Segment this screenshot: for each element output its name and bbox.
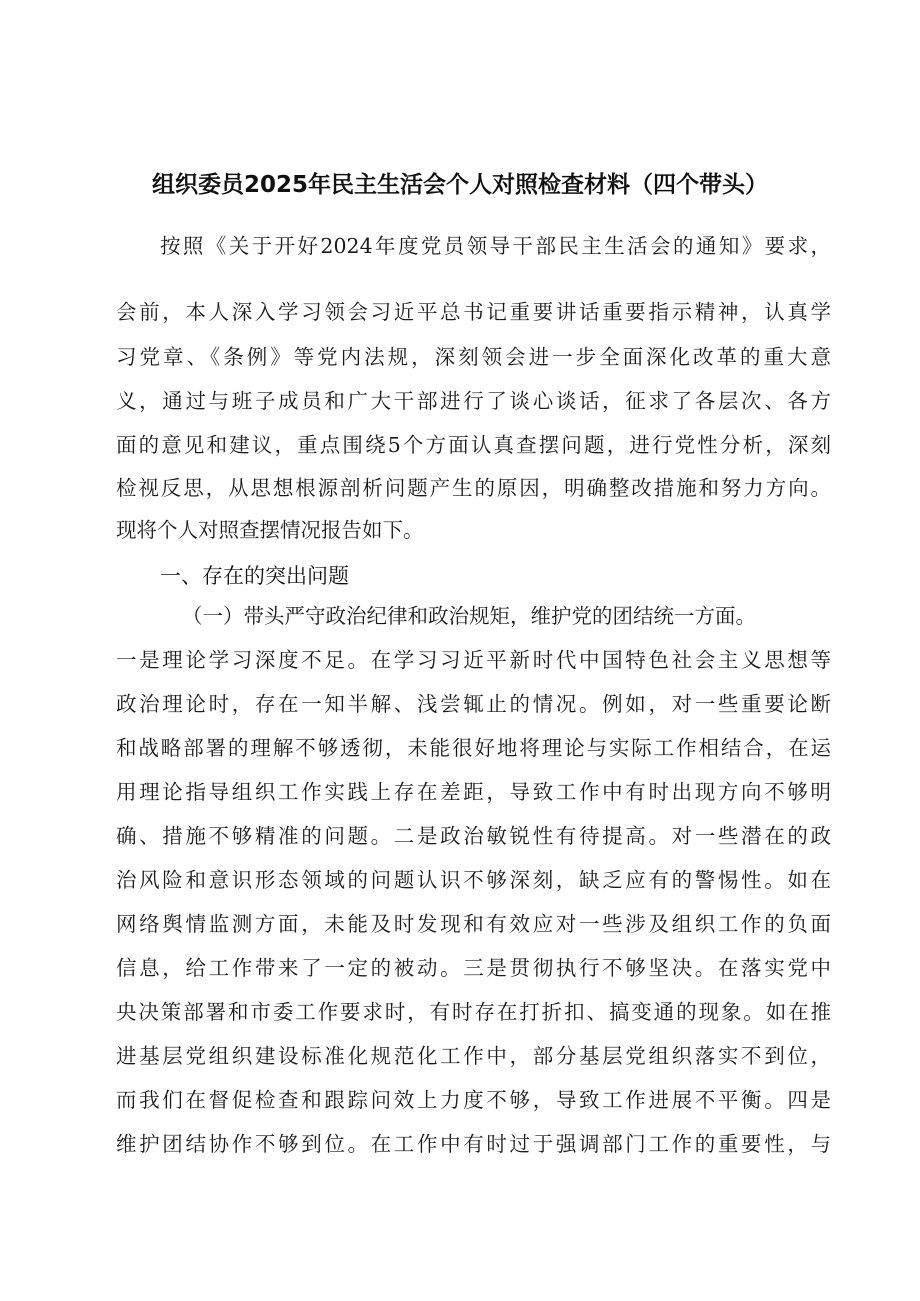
intro-line-6: 检视反思，从思想根源剖析问题产生的原因，明确整改措施和努力方向。 <box>116 476 831 500</box>
intro-line-5: 面的意见和建议，重点围绕5个方面认真查摆问题，进行党性分析，深刻 <box>116 433 831 457</box>
subsection-line-12: 而我们在督促检查和跟踪问效上力度不够，导致工作进展不平衡。四是 <box>116 1088 831 1112</box>
intro-line-1: 按照《关于开好2024年度党员领导干部民主生活会的通知》要求， <box>160 234 831 258</box>
intro-line-7: 现将个人对照查摆情况报告如下。 <box>116 518 424 542</box>
subsection-line-8: 网络舆情监测方面，未能及时发现和有效应对一些涉及组织工作的负面 <box>116 912 831 936</box>
subsection-line-11: 进基层党组织建设标准化规范化工作中，部分基层党组织落实不到位， <box>116 1044 831 1068</box>
intro-line-3: 习党章、《条例》等党内法规，深刻领会进一步全面深化改革的重大意 <box>116 345 831 369</box>
subsection-line-13: 维护团结协作不够到位。在工作中有时过于强调部门工作的重要性，与 <box>116 1132 831 1156</box>
subsection-line-3: 政治理论时，存在一知半解、浅尝辄止的情况。例如，对一些重要论断 <box>116 692 831 716</box>
subsection-line-10: 央决策部署和市委工作要求时，有时存在打折扣、搞变通的现象。如在推 <box>116 1000 831 1024</box>
subsection-line-1: （一）带头严守政治纪律和政治规矩，维护党的团结统一方面。 <box>182 604 756 628</box>
intro-line-2: 会前，本人深入学习领会习近平总书记重要讲话重要指示精神，认真学 <box>116 300 831 324</box>
subsection-line-9: 信息，给工作带来了一定的被动。三是贯彻执行不够坚决。在落实党中 <box>116 956 831 980</box>
subsection-line-5: 用理论指导组织工作实践上存在差距，导致工作中有时出现方向不够明 <box>116 780 831 804</box>
subsection-line-2: 一是理论学习深度不足。在学习习近平新时代中国特色社会主义思想等 <box>116 648 831 672</box>
subsection-line-6: 确、措施不够精准的问题。二是政治敏锐性有待提高。对一些潜在的政 <box>116 824 831 848</box>
subsection-line-7: 治风险和意识形态领域的问题认识不够深刻，缺乏应有的警惕性。如在 <box>116 868 831 892</box>
subsection-line-4: 和战略部署的理解不够透彻，未能很好地将理论与实际工作相结合，在运 <box>116 736 831 760</box>
document-title: 组织委员2025年民主生活会个人对照检查材料（四个带头） <box>151 172 768 198</box>
section-heading: 一、存在的突出问题 <box>160 564 349 588</box>
intro-line-4: 义，通过与班子成员和广大干部进行了谈心谈话，征求了各层次、各方 <box>116 389 831 413</box>
